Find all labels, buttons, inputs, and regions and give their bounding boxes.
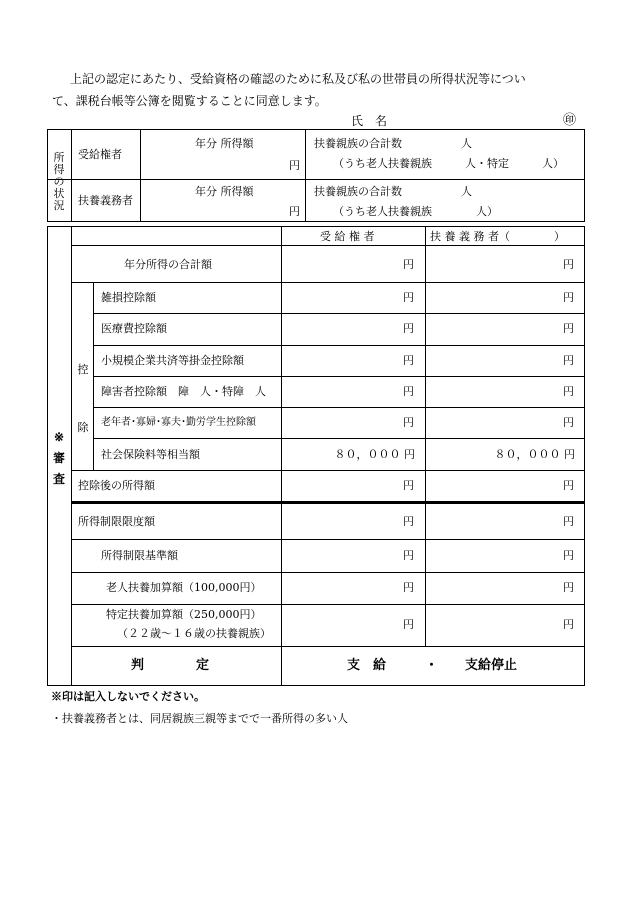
col-recipient-header: 受 給 権 者	[320, 230, 375, 243]
limit-label-0: 所得制限限度額	[78, 515, 155, 528]
deduction-label-2: 小規模企業共済等掛金控除額	[101, 354, 244, 367]
after-deduction-obligor-yen: 円	[563, 479, 574, 492]
recipient-dependents-breakdown: （うち老人扶養親族 人・特定 人）	[333, 157, 564, 170]
obligor-annual-income-label: 年分 所得額	[195, 185, 254, 198]
deduction-label-4: 老年者･寡婦･寡夫･勤労学生控除額	[101, 417, 256, 428]
note-2: ・扶養義務者とは、同居親族三親等までで一番所得の多い人	[51, 712, 348, 725]
limit-obligor-yen-1: 円	[563, 549, 574, 562]
deduction-recipient-4: 円	[403, 416, 414, 429]
deduction-obligor-2: 円	[563, 354, 574, 367]
obligor-label: 扶養義務者	[78, 194, 133, 207]
deduction-obligor-0: 円	[563, 291, 574, 304]
limit-recipient-yen-1: 円	[403, 549, 414, 562]
name-label: 氏 名	[351, 114, 388, 128]
deduction-label-0: 雑損控除額	[101, 291, 156, 304]
judgement-label: 判 定	[131, 658, 210, 673]
recipient-income-yen: 円	[289, 159, 300, 172]
consent-line-1: 上記の認定にあたり、受給資格の確認のために私及び私の世帯員の所得状況等につい	[70, 72, 526, 86]
limit-obligor-yen-2: 円	[563, 581, 574, 594]
recipient-dependents-label: 扶養親族の合計数	[314, 137, 402, 150]
obligor-dependents-unit: 人	[461, 185, 472, 198]
judgement-stop: 支給停止	[465, 658, 518, 673]
deduction-obligor-4: 円	[563, 416, 574, 429]
note-1: ※印は記入しないでください。	[51, 690, 205, 703]
limit-label-1: 所得制限基準額	[101, 549, 178, 562]
income-status-label: 所 得 の 状 況	[53, 151, 65, 212]
deduction-recipient-3: 円	[403, 385, 414, 398]
deduction-label-3: 障害者控除額 障 人・特障 人	[101, 385, 266, 398]
col-obligor-header: 扶 養 義 務 者（ ）	[430, 230, 565, 243]
deduction-label: 控 除	[77, 363, 89, 434]
deduction-recipient-2: 円	[403, 354, 414, 367]
obligor-income-yen: 円	[289, 205, 300, 218]
deduction-obligor-1: 円	[563, 322, 574, 335]
deduction-obligor-3: 円	[563, 385, 574, 398]
recipient-annual-income-label: 年分 所得額	[195, 137, 254, 150]
seal-mark: ㊞	[563, 113, 577, 128]
total-income-recipient-yen: 円	[403, 258, 414, 271]
consent-line-2: て、課税台帳等公簿を閲覧することに同意します。	[52, 94, 327, 108]
total-income-obligor-yen: 円	[563, 258, 574, 271]
deduction-recipient-1: 円	[403, 322, 414, 335]
deduction-recipient-5: ８０，０００ 円	[334, 448, 415, 461]
after-deduction-recipient-yen: 円	[403, 479, 414, 492]
obligor-dependents-breakdown: （うち老人扶養親族 人）	[333, 205, 498, 218]
limit-obligor-yen-0: 円	[563, 515, 574, 528]
judgement-separator: ・	[425, 658, 439, 673]
limit-label-2: 老人扶養加算額（100,000円）	[106, 581, 262, 594]
review-section-label: ※ 審 査	[52, 430, 65, 486]
total-income-label: 年分所得の合計額	[124, 258, 212, 271]
limit-recipient-yen-0: 円	[403, 515, 414, 528]
deduction-label-5: 社会保険料等相当額	[101, 448, 200, 461]
limit-recipient-yen-3: 円	[403, 618, 414, 631]
limit-recipient-yen-2: 円	[403, 581, 414, 594]
judgement-pay: 支 給	[347, 658, 387, 673]
obligor-dependents-label: 扶養親族の合計数	[314, 185, 402, 198]
recipient-dependents-unit: 人	[461, 137, 472, 150]
limit-sub-3: （２２歳～１６歳の扶養親族）	[117, 627, 271, 640]
deduction-recipient-0: 円	[403, 291, 414, 304]
after-deduction-label: 控除後の所得額	[78, 479, 155, 492]
recipient-label: 受給権者	[78, 148, 122, 161]
limit-obligor-yen-3: 円	[563, 618, 574, 631]
deduction-obligor-5: ８０，０００ 円	[494, 448, 575, 461]
deduction-label-1: 医療費控除額	[101, 322, 167, 335]
limit-label-3: 特定扶養加算額（250,000円）	[106, 608, 262, 621]
